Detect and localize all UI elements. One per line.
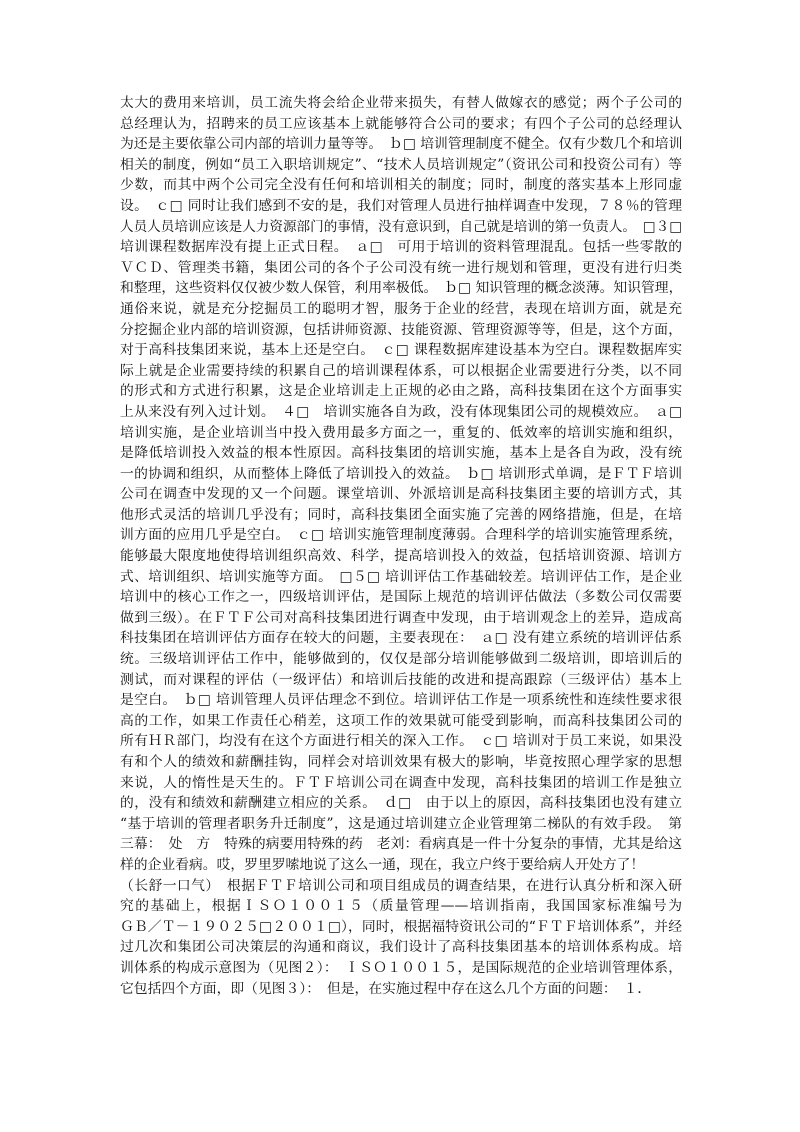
text-line: 培训课程数据库没有提上正式日程。 ａ□ 可用于培训的资料管理混乱。包括一些零散的 — [120, 239, 682, 256]
text-line: 上从来没有列入过计划。 ４□ 培训实施各自为政，没有体现集团公司的规模效应。 ａ□ — [120, 403, 682, 420]
text-line: 做到三级）。在ＦＴＦ公司对高科技集团进行调查中发现，由于培训观念上的差异，造成高 — [120, 609, 682, 626]
text-line: 的，没有和绩效和薪酬建立相应的关系。 ｄ□ 由于以上的原因，高科技集团也没有建立 — [120, 795, 682, 812]
text-line: 对于高科技集团来说，基本上还是空白。 ｃ□ 课程数据库建设基本为空白。课程数据库实 — [120, 342, 682, 359]
text-line: 它包括四个方面，即（见图３）： 但是，在实施过程中存在这么几个方面的问题： １． — [120, 980, 652, 997]
text-line: 样的企业看病。哎，罗里罗嗦地说了这么一通，现在，我立户终于要给病人开处方了！ — [120, 856, 645, 873]
text-line: 究的基础上，根据ＩＳＯ１００１５（质量管理——培训指南，我国国家标准编号为 — [120, 898, 682, 915]
text-line: 过几次和集团公司决策层的沟通和商议，我们设计了高科技集团基本的培训体系构成。培 — [120, 939, 682, 956]
text-line: （长舒一口气） 根据ＦＴＦ培训公司和项目组成员的调查结果，在进行认真分析和深入研 — [120, 877, 682, 894]
text-line: 是空白。 ｂ□ 培训管理人员评估理念不到位。培训评估工作是一项系统性和连续性要求很 — [120, 692, 682, 709]
text-line: 为还是主要依靠公司内部的培训力量等等。 ｂ□ 培训管理制度不健全。仅有少数几个和培训 — [120, 136, 683, 153]
text-line: 相关的制度，例如“员工入职培训规定”、“技术人员培训规定”（资讯公司和投资公司有）等 — [120, 156, 682, 173]
text-line: 培训实施，是企业培训当中投入费用最多方面之一，重复的、低效率的培训实施和组织， — [120, 424, 682, 441]
text-line: 通俗来说，就是充分挖掘员工的聪明才智，服务于企业的经营，表现在培训方面，就是充 — [120, 300, 682, 317]
text-line: ＧＢ／Ｔ－１９０２５□２００１□），同时，根据福特资讯公司的“ＦＴＦ培训体系”，并经 — [120, 918, 682, 935]
text-line: 他形式灵活的培训几乎没有；同时，高科技集团全面实施了完善的网络措施，但是，在培 — [120, 506, 682, 523]
text-line: 高的工作，如果工作责任心稍差，这项工作的效果就可能受到影响，而高科技集团公司的 — [120, 712, 682, 729]
text-line: 公司在调查中发现的又一个问题。课堂培训、外派培训是高科技集团主要的培训方式，其 — [120, 486, 682, 503]
text-line: 是降低培训投入效益的根本性原因。高科技集团的培训实施，基本上是各自为政，没有统 — [120, 445, 682, 462]
text-line: 式、培训组织、培训实施等方面。 □５□ 培训评估工作基础较差。培训评估工作，是企业 — [120, 568, 682, 585]
text-line: 训体系的构成示意图为（见图２）： ＩＳＯ１００１５，是国际规范的企业培训管理体系， — [120, 959, 682, 976]
text-line: 科技集团在培训评估方面存在较大的问题，主要表现在： ａ□ 没有建立系统的培训评估系 — [120, 630, 682, 647]
text-line: 的形式和方式进行积累，这是企业培训走上正规的必由之路，高科技集团在这个方面事实 — [120, 383, 682, 400]
text-line: 和整理，这些资料仅仅被少数人保管，利用率极低。 ｂ□ 知识管理的概念淡薄。知识管理， — [120, 280, 683, 297]
text-line: 总经理认为，招聘来的员工应该基本上就能够符合公司的要求；有四个子公司的总经理认 — [120, 115, 682, 132]
text-line: 能够最大限度地使得培训组织高效、科学，提高培训投入的效益，包括培训资源、培训方 — [120, 548, 682, 565]
text-line: 三幕： 处 方 特殊的病要用特殊的药 老刘：看病真是一件十分复杂的事情，尤其是给这 — [120, 836, 682, 853]
text-line: 人员人员培训应该是人力资源部门的事情，没有意识到，自己就是培训的第一负责人。 □３□ — [120, 218, 683, 235]
text-line: 测试，而对课程的评估（一级评估）和培训后技能的改进和提高跟踪（三级评估）基本上 — [120, 671, 682, 688]
text-line: 统。三级培训评估工作中，能够做到的，仅仅是部分培训能够做到二级培训，即培训后的 — [120, 651, 682, 668]
text-line: 太大的费用来培训，员工流失将会给企业带来损失，有替人做嫁衣的感觉；两个子公司的 — [120, 95, 682, 111]
text-line: 分挖掘企业内部的培训资源，包括讲师资源、技能资源、管理资源等等，但是，这个方面， — [120, 321, 682, 338]
text-line: 一的协调和组织，从而整体上降低了培训投入的效益。 ｂ□ 培训形式单调，是ＦＴＦ培训 — [120, 465, 682, 482]
text-line: 来说，人的惰性是天生的。ＦＴＦ培训公司在调查中发现，高科技集团的培训工作是独立 — [120, 774, 682, 791]
text-line: 少数，而其中两个公司完全没有任何和培训相关的制度；同时，制度的落实基本上形同虚 — [120, 177, 682, 194]
text-line: 训方面的应用几乎是空白。 ｃ□ 培训实施管理制度薄弱。合理科学的培训实施管理系统， — [120, 527, 682, 544]
text-line: 际上就是企业需要持续的积累自己的培训课程体系，可以根据企业需要进行分类，以不同 — [120, 362, 682, 379]
text-line: 设。 ｃ□ 同时让我们感到不安的是，我们对管理人员进行抽样调查中发现，７８％的管理 — [120, 197, 682, 214]
text-line: 所有ＨＲ部门，均没有在这个方面进行相关的深入工作。 ｃ□ 培训对于员工来说，如果没 — [120, 733, 682, 750]
text-line: “基于培训的管理者职务升迁制度”，这是通过培训建立企业管理第二梯队的有效手段。 第 — [120, 815, 682, 832]
body-text — [120, 93, 682, 999]
text-line: ＶＣＤ、管理类书籍，集团公司的各个子公司没有统一进行规划和管理，更没有进行归类 — [120, 259, 682, 276]
text-line: 有和个人的绩效和薪酬挂钩，同样会对培训效果有极大的影响，毕竟按照心理学家的思想 — [120, 754, 682, 770]
text-line: 培训中的核心工作之一，四级培训评估，是国际上规范的培训评估做法（多数公司仅需要 — [120, 589, 682, 606]
